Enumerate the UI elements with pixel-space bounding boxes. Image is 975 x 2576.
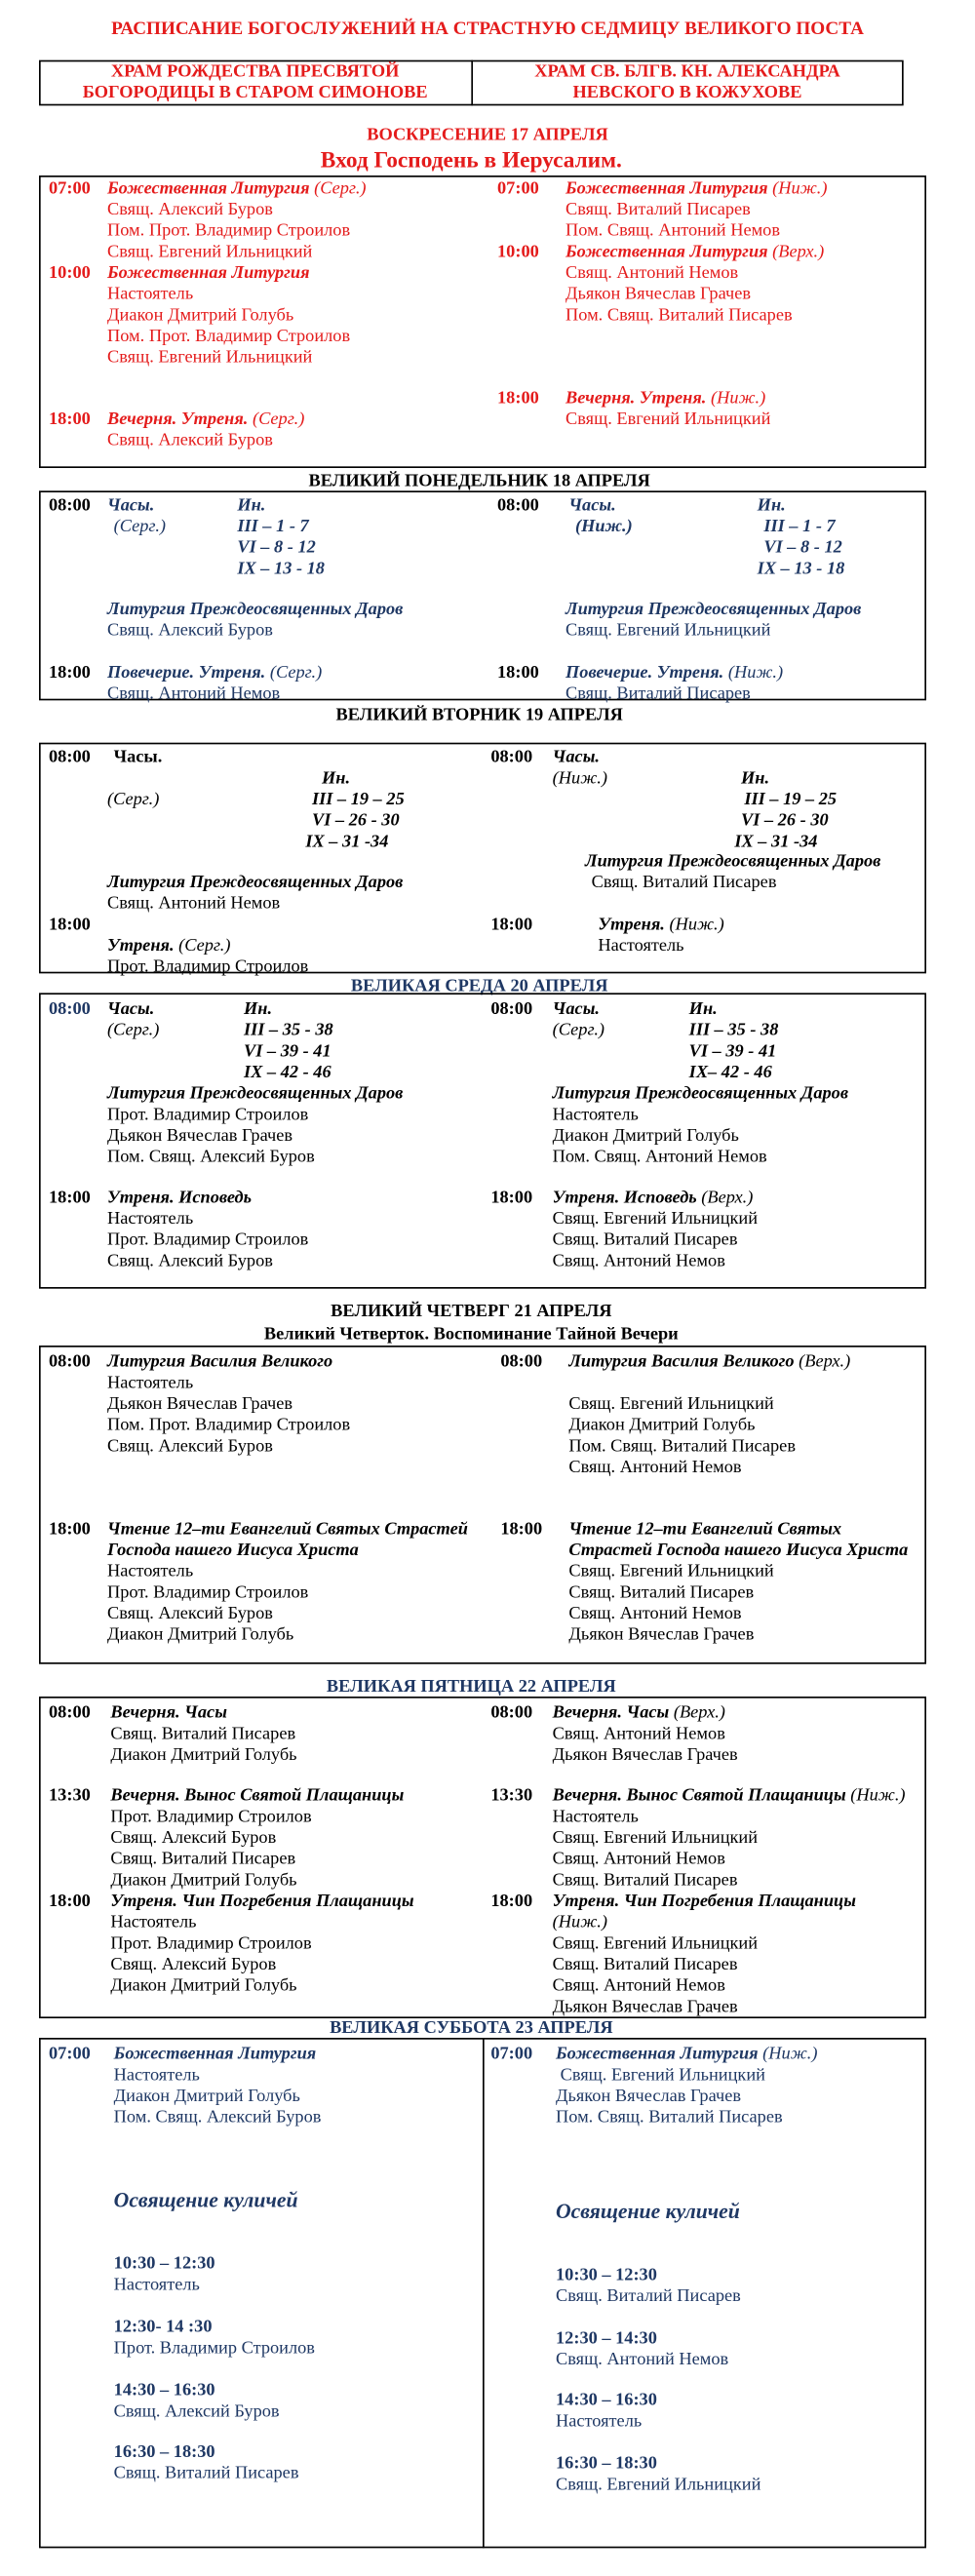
clergy-line: Свящ. Евгений Ильницкий	[566, 620, 771, 641]
clergy-line: Дьякон Вячеслав Грачев	[552, 1997, 738, 2017]
clergy-line: Пом. Прот. Владимир Строилов	[107, 327, 351, 347]
clergy-line: Настоятель	[107, 284, 194, 304]
sunday-feast-heading: Вход Господень в Иерусалим.	[320, 149, 622, 175]
clergy-line: Свящ. Алексий Буров	[107, 1604, 273, 1624]
service-name: Вечерня. Утреня.	[566, 388, 707, 409]
clergy-line: Дьякон Вячеслав Грачев	[568, 1624, 755, 1645]
service-name: Литургия Василия Великого	[568, 1351, 795, 1372]
clergy-line: Свящ. Евгений Ильницкий	[107, 347, 313, 368]
clergy-line: Дьякон Вячеслав Грачев	[107, 1394, 293, 1415]
service-name: Чтение 12–ти Евангелий Святых	[568, 1519, 842, 1540]
service-line	[107, 178, 367, 200]
gospel-reading: IX – 31 -34	[734, 832, 818, 852]
gospel-label: Ин.	[322, 768, 351, 789]
time-label: 08:00	[49, 747, 91, 767]
time-label: 08:00	[49, 495, 91, 516]
service-name: Божественная Литургия	[113, 2044, 317, 2064]
location-note: (Ниж.)	[552, 1912, 607, 1932]
gospel-reading: III – 1 - 7	[763, 517, 836, 537]
time-label: 07:00	[497, 178, 539, 199]
location-note: (Серг.)	[178, 936, 231, 956]
time-label: 18:00	[49, 915, 91, 935]
service-name: Божественная Литургия	[556, 2044, 759, 2064]
service-line	[553, 1786, 906, 1808]
clergy-line: Свящ. Евгений Ильницкий	[556, 2475, 761, 2495]
clergy-line: Свящ. Виталий Писарев	[556, 2286, 741, 2307]
clergy-line: Свящ. Виталий Писарев	[568, 1582, 755, 1603]
clergy-line: Свящ. Евгений Ильницкий	[556, 2065, 765, 2086]
saturday-column-divider	[483, 2038, 485, 2548]
service-name: Вечерня. Часы	[552, 1702, 670, 1723]
clergy-line: Свящ. Антоний Немов	[556, 2350, 729, 2370]
clergy-line: Свящ. Евгений Ильницкий	[552, 1209, 759, 1229]
time-label: 07:00	[49, 178, 91, 199]
clergy-line: Свящ. Виталий Писарев	[552, 1229, 738, 1250]
location-note: (Ниж.)	[727, 663, 784, 683]
clergy-line: Свящ. Антоний Немов	[107, 893, 281, 914]
time-label: 18:00	[500, 1519, 543, 1540]
clergy-line: Свящ. Антоний Немов	[552, 1251, 725, 1271]
clergy-line: Свящ. Виталий Писарев	[566, 200, 751, 220]
clergy-line: Свящ. Антоний Немов	[568, 1604, 742, 1624]
location-note: (Верх.)	[772, 242, 825, 262]
time-label: 18:00	[49, 410, 91, 430]
time-label: 16:30 – 18:30	[113, 2442, 215, 2463]
clergy-line: Диакон Дмитрий Голубь	[107, 1624, 294, 1645]
church-right-line2: НЕВСКОГО В КОЖУХОВЕ	[572, 83, 802, 103]
time-label: 10:00	[49, 263, 91, 284]
gospel-reading: III – 19 – 25	[312, 790, 405, 810]
service-name: Утреня. Исповедь	[107, 1188, 252, 1208]
hours-label: Часы.	[552, 999, 601, 1020]
gospel-label: Ин.	[688, 999, 718, 1020]
time-label: 07:00	[490, 2044, 533, 2064]
location-note: (Серг.)	[107, 790, 160, 810]
service-name: Утреня.	[598, 915, 665, 935]
time-label: 12:30- 14 :30	[113, 2317, 213, 2337]
service-name: Повечерие. Утреня.	[107, 663, 266, 683]
service-name: Господа нашего Иисуса Христа	[107, 1541, 359, 1561]
gospel-reading: III – 35 - 38	[688, 1020, 779, 1040]
clergy-line: Диакон Дмитрий Голубь	[113, 2087, 300, 2107]
time-label: 14:30 – 16:30	[556, 2390, 657, 2410]
location-note: (Ниж.)	[575, 517, 633, 537]
clergy-line: Свящ. Виталий Писарев	[552, 1955, 738, 1975]
clergy-line: Свящ. Алексий Буров	[107, 620, 273, 641]
time-label: 08:00	[49, 999, 91, 1020]
service-name: Вечерня. Вынос Святой Плащаницы	[552, 1785, 846, 1806]
time-label: 12:30 – 14:30	[556, 2328, 657, 2349]
time-label: 08:00	[490, 999, 533, 1020]
service-name: Страстей Господа нашего Иисуса Христа	[568, 1541, 909, 1561]
time-label: 18:00	[490, 915, 533, 935]
clergy-line: Свящ. Антоний Немов	[568, 1458, 742, 1478]
clergy-line: Дьякон Вячеслав Грачев	[552, 1745, 738, 1766]
clergy-line: Настоятель	[107, 1373, 194, 1393]
service-line	[566, 178, 827, 200]
clergy-line: Настоятель	[107, 1561, 194, 1581]
service-line	[568, 1352, 850, 1374]
clergy-line: Свящ. Виталий Писарев	[113, 2463, 299, 2483]
service-name: Утреня. Исповедь	[552, 1188, 697, 1208]
service-name: Божественная Литургия	[107, 263, 310, 284]
clergy-line: Свящ. Антоний Немов	[566, 263, 739, 284]
service-line	[107, 663, 322, 684]
gospel-reading: III – 35 - 38	[244, 1020, 333, 1040]
service-name: Божественная Литургия	[566, 242, 768, 262]
time-label: 08:00	[490, 747, 533, 767]
clergy-line: Пом. Свящ. Виталий Писарев	[566, 305, 793, 326]
clergy-line: Настоятель	[110, 1912, 197, 1932]
time-label: 13:30	[49, 1785, 91, 1806]
location-note: (Ниж.)	[772, 178, 828, 199]
service-line	[553, 1703, 725, 1725]
clergy-line: Свящ. Алексий Буров	[107, 200, 273, 220]
service-line	[553, 1188, 754, 1209]
location-note: (Серг.)	[552, 1020, 605, 1040]
service-line	[566, 388, 765, 410]
clergy-line: Свящ. Виталий Писарев	[110, 1849, 296, 1869]
clergy-line: Свящ. Евгений Ильницкий	[566, 410, 771, 430]
tuesday-day-heading: ВЕЛИКИЙ ВТОРНИК 19 АПРЕЛЯ	[335, 705, 623, 725]
kulich-blessing-heading: Освящение куличей	[556, 2199, 740, 2224]
thursday-day-heading: ВЕЛИКИЙ ЧЕТВЕРГ 21 АПРЕЛЯ	[331, 1302, 612, 1322]
clergy-line: Диакон Дмитрий Голубь	[568, 1415, 756, 1435]
gospel-reading: VI – 8 - 12	[237, 537, 316, 558]
location-note: (Ниж.)	[669, 915, 724, 935]
service-line	[566, 663, 783, 684]
service-line	[107, 936, 231, 957]
service-name: Литургия Преждеосвященных Даров	[552, 1083, 849, 1104]
clergy-line: Дьякон Вячеслав Грачев	[556, 2087, 742, 2107]
clergy-line: Пом. Свящ. Антоний Немов	[566, 220, 781, 241]
clergy-line: Прот. Владимир Строилов	[113, 2338, 315, 2359]
gospel-label: Ин.	[757, 495, 786, 516]
gospel-label: Ин.	[741, 768, 770, 789]
clergy-line: Пом. Свящ. Виталий Писарев	[556, 2107, 783, 2127]
clergy-line: Пом. Прот. Владимир Строилов	[107, 220, 351, 241]
service-name: Вечерня. Утреня.	[107, 410, 249, 430]
clergy-line: Диакон Дмитрий Голубь	[107, 305, 294, 326]
clergy-line: Свящ. Алексий Буров	[110, 1828, 277, 1849]
service-name: Божественная Литургия	[566, 178, 768, 199]
clergy-line: Настоятель	[598, 936, 684, 956]
service-name: Вечерня. Часы	[110, 1702, 227, 1723]
hours-label: Часы.	[107, 999, 155, 1020]
page-title: РАСПИСАНИЕ БОГОСЛУЖЕНИЙ НА СТРАСТНУЮ СЕДМИЦУ ВЕЛИКОГО ПОСТА	[111, 20, 864, 40]
clergy-line: Диакон Дмитрий Голубь	[552, 1126, 739, 1147]
location-note: (Ниж.)	[710, 388, 766, 409]
gospel-reading: III – 19 – 25	[744, 790, 838, 810]
clergy-line: Дьякон Вячеслав Грачев	[566, 284, 752, 304]
clergy-line: Прот. Владимир Строилов	[107, 956, 309, 977]
clergy-line: Свящ. Антоний Немов	[107, 683, 281, 704]
time-label: 18:00	[49, 663, 91, 683]
service-name: Вечерня. Вынос Святой Плащаницы	[110, 1785, 405, 1806]
monday-day-heading: ВЕЛИКИЙ ПОНЕДЕЛЬНИК 18 АПРЕЛЯ	[308, 471, 650, 491]
time-label: 18:00	[497, 388, 539, 409]
gospel-reading: VI – 8 - 12	[763, 537, 842, 558]
location-note: (Верх.)	[701, 1188, 754, 1208]
location-note: (Серг.)	[252, 410, 305, 430]
clergy-line: Свящ. Виталий Писарев	[552, 1870, 738, 1891]
time-label: 14:30 – 16:30	[113, 2380, 215, 2400]
church-left-line2: БОГОРОДИЦЫ В СТАРОМ СИМОНОВЕ	[82, 83, 428, 103]
time-label: 18:00	[49, 1892, 91, 1912]
service-name: Божественная Литургия	[107, 178, 310, 199]
service-name: Повечерие. Утреня.	[566, 663, 724, 683]
clergy-line: Прот. Владимир Строилов	[107, 1582, 309, 1603]
gospel-reading: VI – 39 - 41	[244, 1041, 332, 1062]
service-line	[556, 2045, 817, 2066]
time-label: 08:00	[490, 1702, 533, 1723]
time-label: 08:00	[49, 1351, 91, 1372]
service-name: Литургия Преждеосвященных Даров	[585, 851, 881, 872]
friday-day-heading: ВЕЛИКАЯ ПЯТНИЦА 22 АПРЕЛЯ	[326, 1677, 616, 1698]
service-name: Литургия Преждеосвященных Даров	[107, 873, 404, 893]
thursday-subtitle: Великий Четверток. Воспоминание Тайной Вечери	[263, 1324, 679, 1345]
clergy-line: Свящ. Евгений Ильницкий	[552, 1828, 759, 1849]
location-note: (Серг.)	[314, 178, 367, 199]
clergy-line: Настоятель	[107, 1209, 194, 1229]
clergy-line: Настоятель	[113, 2275, 200, 2295]
clergy-line: Настоятель	[552, 1807, 639, 1827]
gospel-reading: III – 1 - 7	[237, 517, 309, 537]
service-line	[107, 410, 304, 431]
gospel-label: Ин.	[237, 495, 266, 516]
clergy-line: Свящ. Антоний Немов	[552, 1975, 725, 1996]
time-label: 18:00	[490, 1188, 533, 1208]
time-label: 10:00	[497, 242, 539, 262]
clergy-line: Свящ. Евгений Ильницкий	[552, 1933, 759, 1954]
clergy-line: Свящ. Алексий Буров	[110, 1955, 277, 1975]
clergy-line: Настоятель	[552, 1105, 639, 1125]
clergy-line: Свящ. Антоний Немов	[552, 1849, 725, 1869]
location-note: (Верх.)	[799, 1351, 851, 1372]
service-name: Литургия Преждеосвященных Даров	[566, 600, 862, 620]
gospel-reading: IX – 42 - 46	[244, 1063, 332, 1083]
clergy-line: Свящ. Алексий Буров	[107, 1436, 273, 1457]
time-label: 08:00	[500, 1351, 543, 1372]
gospel-reading: IX– 42 - 46	[688, 1063, 772, 1083]
clergy-line: Прот. Владимир Строилов	[107, 1105, 309, 1125]
clergy-line: Диакон Дмитрий Голубь	[110, 1745, 297, 1766]
time-label: 10:30 – 12:30	[113, 2253, 215, 2274]
hours-label: Часы.	[107, 495, 155, 516]
clergy-line: Пом. Свящ. Алексий Буров	[113, 2107, 322, 2127]
gospel-reading: VI – 26 - 30	[741, 810, 829, 831]
clergy-line: Свящ. Евгений Ильницкий	[568, 1561, 774, 1581]
gospel-reading: VI – 26 - 30	[312, 810, 400, 831]
clergy-line: Свящ. Евгений Ильницкий	[107, 242, 313, 262]
clergy-line: Свящ. Антоний Немов	[552, 1724, 725, 1744]
time-label: 07:00	[49, 2044, 91, 2064]
location-note: (Ниж.)	[552, 768, 607, 789]
church-right-line1: ХРАМ СВ. БЛГВ. КН. АЛЕКСАНДРА	[534, 61, 840, 82]
location-note: (Серг.)	[107, 1020, 160, 1040]
time-label: 18:00	[49, 1519, 91, 1540]
gospel-reading: IX – 13 - 18	[237, 559, 325, 579]
time-label: 08:00	[49, 1702, 91, 1723]
clergy-line: Свящ. Виталий Писарев	[591, 873, 777, 893]
hours-label: Часы.	[568, 495, 616, 516]
church-left-line1: ХРАМ РОЖДЕСТВА ПРЕСВЯТОЙ	[110, 61, 400, 82]
clergy-line: Пом. Свящ. Антоний Немов	[552, 1147, 767, 1167]
clergy-line: Прот. Владимир Строилов	[107, 1229, 309, 1250]
time-label: 13:30	[490, 1785, 533, 1806]
clergy-line: Настоятель	[556, 2411, 643, 2432]
gospel-reading: IX – 13 - 18	[757, 559, 845, 579]
clergy-line: Свящ. Виталий Писарев	[566, 683, 751, 704]
clergy-line: Пом. Прот. Владимир Строилов	[107, 1415, 351, 1435]
time-label: 18:00	[490, 1892, 533, 1912]
service-name: Литургия Преждеосвященных Даров	[107, 600, 404, 620]
service-line	[566, 242, 824, 263]
location-note: (Верх.)	[673, 1702, 725, 1723]
service-name: Утреня. Чин Погребения Плащаницы	[552, 1892, 856, 1912]
clergy-line: Диакон Дмитрий Голубь	[110, 1975, 297, 1996]
service-name: Чтение 12–ти Евангелий Святых Страстей	[107, 1519, 468, 1540]
service-line	[598, 915, 723, 936]
location-note: (Ниж.)	[850, 1785, 906, 1806]
kulich-blessing-heading: Освящение куличей	[113, 2187, 298, 2212]
clergy-line: Пом. Свящ. Виталий Писарев	[568, 1436, 796, 1457]
clergy-line: Прот. Владимир Строилов	[110, 1807, 312, 1827]
time-label: 16:30 – 18:30	[556, 2453, 657, 2474]
service-name: Утреня. Чин Погребения Плащаницы	[110, 1892, 414, 1912]
gospel-reading: VI – 39 - 41	[688, 1041, 777, 1062]
location-note: (Серг.)	[269, 663, 323, 683]
clergy-line: Диакон Дмитрий Голубь	[110, 1870, 297, 1891]
hours-label: Часы.	[113, 747, 163, 767]
time-label: 10:30 – 12:30	[556, 2265, 657, 2285]
gospel-label: Ин.	[244, 999, 273, 1020]
gospel-reading: IX – 31 -34	[305, 832, 389, 852]
sunday-day-heading: ВОСКРЕСЕНИЕ 17 АПРЕЛЯ	[367, 125, 608, 145]
time-label: 18:00	[49, 1188, 91, 1208]
location-note: (Серг.)	[113, 517, 167, 537]
clergy-line: Свящ. Евгений Ильницкий	[568, 1394, 774, 1415]
saturday-day-heading: ВЕЛИКАЯ СУББОТА 23 АПРЕЛЯ	[330, 2018, 613, 2039]
clergy-line: Настоятель	[113, 2065, 200, 2086]
time-label: 18:00	[497, 663, 539, 683]
service-name: Утреня.	[107, 936, 175, 956]
hours-label: Часы.	[552, 747, 601, 767]
clergy-line: Свящ. Виталий Писарев	[110, 1724, 296, 1744]
clergy-line: Дьякон Вячеслав Грачев	[107, 1126, 293, 1147]
clergy-line: Пом. Свящ. Алексий Буров	[107, 1147, 315, 1167]
service-name: Литургия Василия Великого	[107, 1351, 333, 1372]
clergy-line: Свящ. Алексий Буров	[113, 2401, 280, 2422]
clergy-line: Свящ. Алексий Буров	[107, 1251, 273, 1271]
location-note: (Ниж.)	[762, 2044, 818, 2064]
wednesday-day-heading: ВЕЛИКАЯ СРЕДА 20 АПРЕЛЯ	[350, 976, 608, 996]
service-name: Литургия Преждеосвященных Даров	[107, 1083, 404, 1104]
time-label: 08:00	[497, 495, 539, 516]
clergy-line: Прот. Владимир Строилов	[110, 1933, 312, 1954]
clergy-line: Свящ. Алексий Буров	[107, 430, 273, 450]
